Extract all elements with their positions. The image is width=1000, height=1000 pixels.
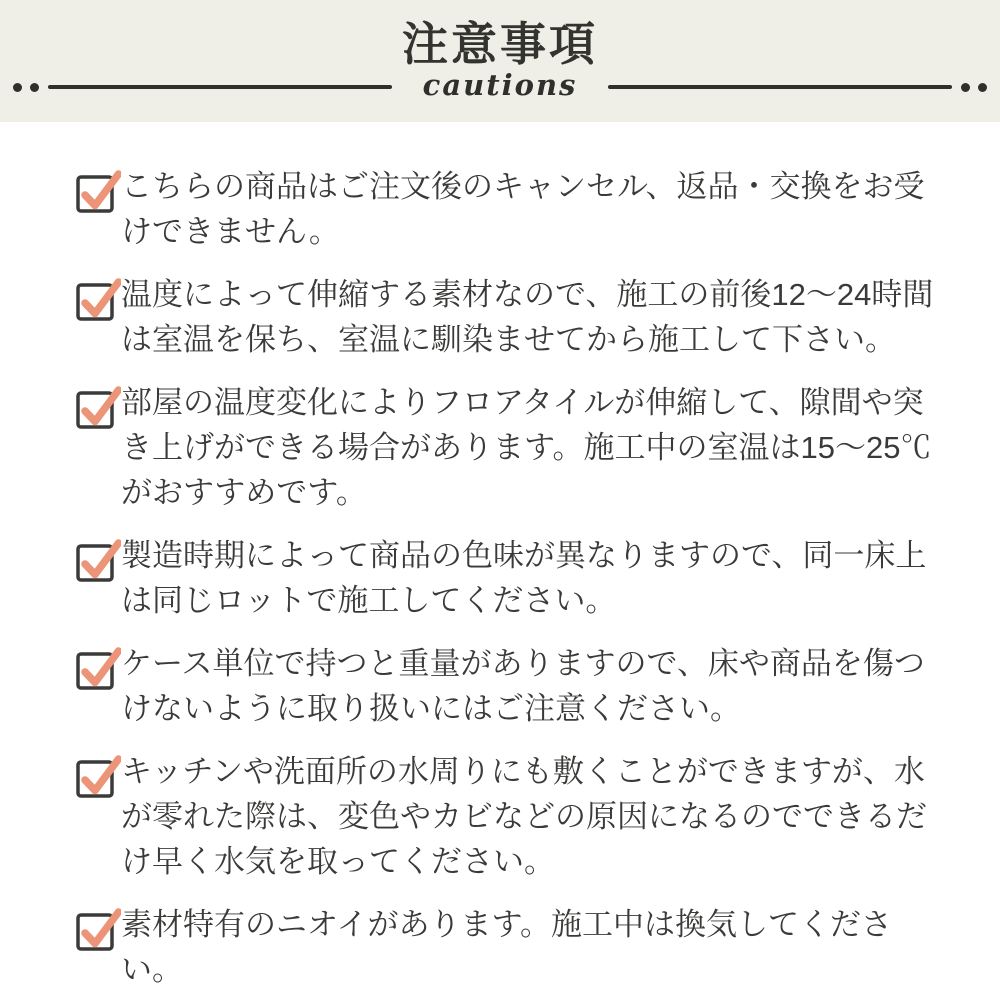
caution-text: ケース単位で持つと重量がありますので、床や商品を傷つけないように取り扱いにはご注意ください。 (121, 646, 925, 726)
caution-item (75, 641, 936, 731)
title-divider (0, 68, 1000, 102)
subtitle-script: cautions (422, 68, 578, 102)
caution-item (75, 272, 936, 362)
caution-item (75, 902, 936, 992)
checkbox-checked-icon (75, 750, 121, 804)
cautions-header (0, 0, 1000, 122)
caution-text: 素材特有のニオイがあります。施工中は換気してください。 (121, 907, 892, 987)
divider-dot-icon (978, 83, 987, 92)
caution-text: こちらの商品はご注文後のキャンセル、返品・交換をお受けできません。 (121, 169, 925, 249)
divider-dot-icon (961, 83, 970, 92)
caution-item (75, 380, 936, 515)
caution-item (75, 749, 936, 884)
checkbox-checked-icon (75, 273, 121, 327)
caution-text: 製造時期によって商品の色味が異なりますので、同一床上は同じロットで施工してください。 (121, 538, 927, 618)
divider-dot-icon (13, 83, 22, 92)
divider-line (608, 85, 952, 89)
caution-text: キッチンや洗面所の水周りにも敷くことができますが、水が零れた際は、変色やカビなどの原因になるのでできるだけ早く水気を取ってください。 (121, 754, 927, 879)
caution-text: 温度によって伸縮する素材なので、施工の前後12〜24時間は室温を保ち、室温に馴染ませてから施工して下さい。 (121, 277, 934, 357)
caution-item (75, 164, 936, 254)
checkbox-checked-icon (75, 381, 121, 435)
caution-text: 部屋の温度変化によりフロアタイルが伸縮して、隙間や突き上げができる場合があります。施工中の室温は15〜25℃がおすすめです。 (121, 385, 932, 510)
divider-line (48, 85, 392, 89)
caution-item (75, 533, 936, 623)
checkbox-checked-icon (75, 642, 121, 696)
checkbox-checked-icon (75, 903, 121, 957)
checkbox-checked-icon (75, 165, 121, 219)
checkbox-checked-icon (75, 534, 121, 588)
divider-dot-icon (30, 83, 39, 92)
caution-list (0, 122, 1000, 992)
page-title: 注意事項 (402, 18, 598, 70)
